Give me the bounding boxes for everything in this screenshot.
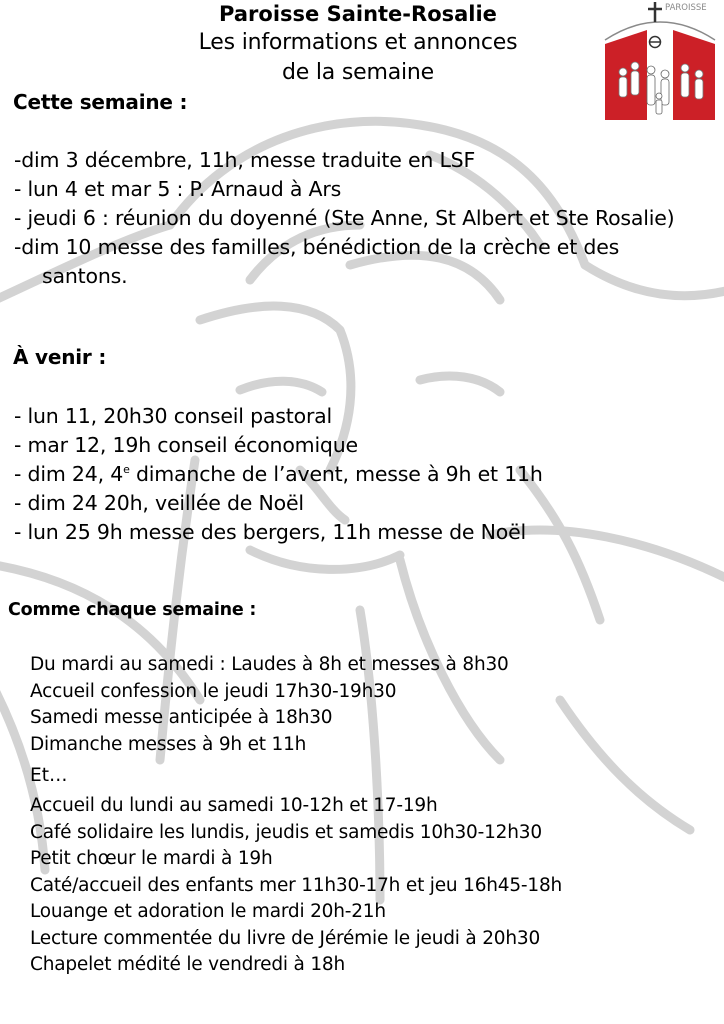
list-item: Chapelet médité le vendredi à 18h [30,954,345,975]
list-item: - mar 12, 19h conseil économique [14,433,358,457]
parish-name: Paroisse Sainte-Rosalie [219,2,497,26]
list-item: - lun 25 9h messe des bergers, 11h messe de Noël [14,520,527,544]
section-title-every-week: Comme chaque semaine : [8,600,257,620]
list-item: Petit chœur le mardi à 19h [30,848,273,869]
list-item: Du mardi au samedi : Laudes à 8h et messes à 8h30 [30,654,509,675]
list-item: Lecture commentée du livre de Jérémie le jeudi à 20h30 [30,927,541,949]
regular-schedule-list [30,652,509,758]
section-title-upcoming: À venir : [13,345,107,369]
logo-text: PAROISSE [665,3,707,13]
list-item-end: dimanche de l’avent, messe à 9h et 11h [129,462,543,486]
subtitle-line-2: de la semaine [282,60,434,85]
list-item: - jeudi 6 : réunion du doyenné (Ste Anne, St Albert et Ste Rosalie) [14,206,675,230]
list-item: - dim 24 20h, veillée de Noël [14,491,304,515]
subtitle-line-1: Les informations et annonces [198,30,518,55]
list-item: Accueil confession le jeudi 17h30-19h30 [30,680,397,702]
list-item: Samedi messe anticipée à 18h30 [30,707,333,728]
list-item: -dim 3 décembre, 11h, messe traduite en LSF [14,148,476,172]
list-item: -dim 10 messe des familles, bénédiction de la crèche et des santons. [14,235,620,288]
list-item: Caté/accueil des enfants mer 11h30-17h et jeu 16h45-18h [30,874,563,896]
list-item-start: - dim 24, 4 [14,462,124,486]
ordinal-suffix: e [123,463,130,477]
upcoming-list [14,402,704,547]
this-week-list [14,146,704,291]
list-item: - lun 4 et mar 5 : P. Arnaud à Ars [14,177,342,201]
header [120,0,596,88]
parish-logo [601,0,719,122]
list-item: Accueil du lundi au samedi 10-12h et 17-19h [30,795,438,816]
section-title-this-week: Cette semaine : [13,90,188,114]
list-item: Louange et adoration le mardi 20h-21h [30,901,386,922]
et-label: Et… [30,765,68,786]
other-activities-list [30,793,562,979]
list-item [14,460,704,489]
list-item: - lun 11, 20h30 conseil pastoral [14,404,333,428]
list-item: Dimanche messes à 9h et 11h [30,733,307,755]
list-item: Café solidaire les lundis, jeudis et samedis 10h30-12h30 [30,821,542,843]
